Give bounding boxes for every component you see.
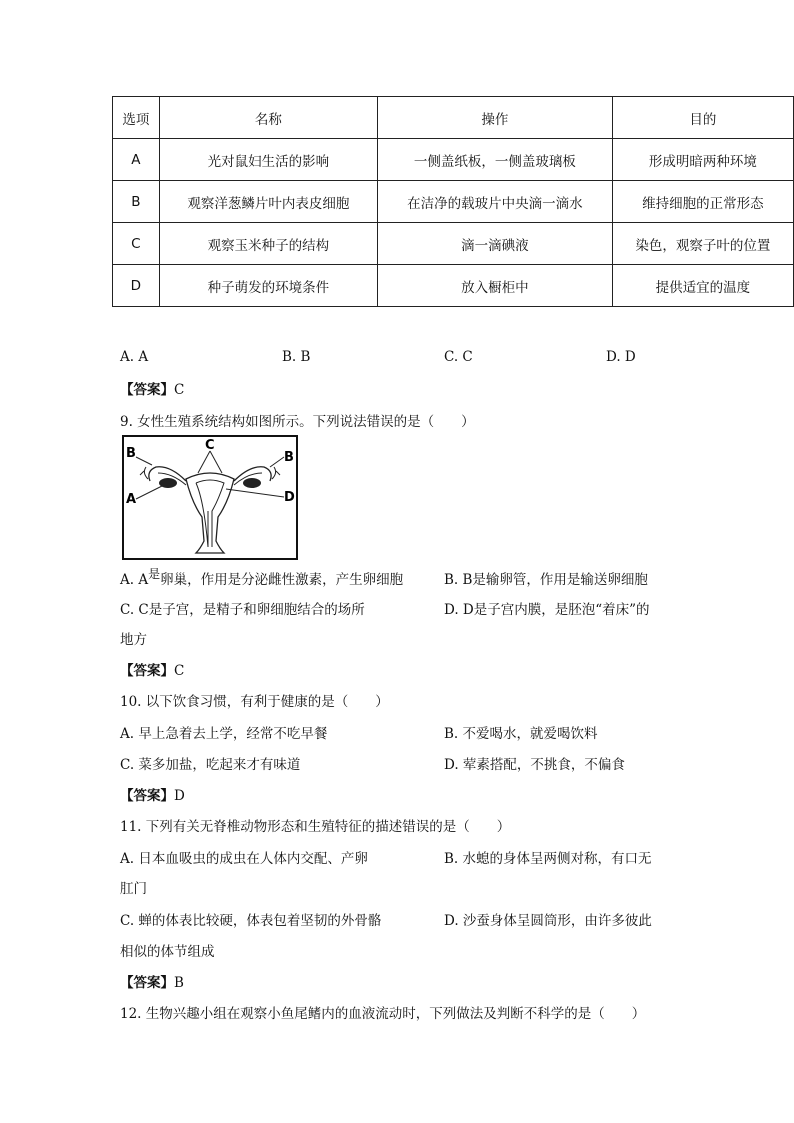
q8-answer: 【答案】C (120, 382, 185, 398)
header-name: 名称 (159, 97, 377, 139)
cell-option: A (113, 139, 160, 181)
uterus-diagram (124, 437, 296, 558)
options-table (112, 96, 794, 307)
cell-purpose: 提供适宜的温度 (612, 265, 793, 307)
q8-choice-b: B. B (282, 349, 311, 365)
cell-operation: 在洁净的载玻片中央滴一滴水 (378, 181, 613, 223)
q10-choice-b: B. 不爱喝水，就爱喝饮料 (444, 726, 598, 742)
q11-answer: 【答案】B (120, 975, 184, 991)
cell-name: 观察洋葱鳞片叶内表皮细胞 (159, 181, 377, 223)
q9-answer: 【答案】C (120, 663, 185, 679)
q11-stem: 11. 下列有关无脊椎动物形态和生殖特征的描述错误的是（ ） (120, 819, 511, 835)
q11-choice-c: C. 蝉的体表比较硬，体表包着坚韧的外骨骼 (120, 913, 382, 929)
q9-stem: 9. 女性生殖系统结构如图所示。下列说法错误的是（ ） (120, 414, 475, 430)
header-option: 选项 (113, 97, 160, 139)
q9-choice-d-cont: 地方 (120, 632, 147, 648)
q11-choice-b-cont: 肛门 (120, 881, 147, 897)
cell-purpose: 染色，观察子叶的位置 (612, 223, 793, 265)
cell-option: C (113, 223, 160, 265)
cell-name: 种子萌发的环境条件 (159, 265, 377, 307)
q9-choice-b: B. B是输卵管，作用是输送卵细胞 (444, 572, 648, 588)
q9-choice-c: C. C是子宫，是精子和卵细胞结合的场所 (120, 602, 365, 618)
q11-choice-d: D. 沙蚕身体呈圆筒形，由许多彼此 (444, 913, 652, 929)
cell-name: 观察玉米种子的结构 (159, 223, 377, 265)
cell-name: 光对鼠妇生活的影响 (159, 139, 377, 181)
label-d: D (284, 490, 295, 505)
cell-purpose: 形成明暗两种环境 (612, 139, 793, 181)
label-b-right: B (284, 450, 294, 465)
q8-choice-a: A. A (120, 349, 149, 365)
q10-choice-a: A. 早上急着去上学，经常不吃早餐 (120, 726, 328, 742)
q11-choice-b: B. 水螅的身体呈两侧对称，有口无 (444, 851, 652, 867)
table-row (113, 181, 794, 223)
q9-choice-a: A. A是卵巢，作用是分泌雌性激素，产生卵细胞 (120, 567, 404, 588)
q10-choice-c: C. 菜多加盐，吃起来才有味道 (120, 757, 301, 773)
cell-operation: 放入橱柜中 (378, 265, 613, 307)
q10-answer: 【答案】D (120, 788, 185, 804)
cell-option: B (113, 181, 160, 223)
reproductive-system-figure (122, 435, 298, 560)
table-row (113, 265, 794, 307)
q9-choice-d: D. D是子宫内膜，是胚泡“着床”的 (444, 602, 650, 618)
q10-stem: 10. 以下饮食习惯，有利于健康的是（ ） (120, 694, 389, 710)
q8-choice-d: D. D (606, 349, 636, 365)
cell-option: D (113, 265, 160, 307)
header-purpose: 目的 (612, 97, 793, 139)
q8-choice-c: C. C (444, 349, 473, 365)
table-row (113, 223, 794, 265)
q11-choice-a: A. 日本血吸虫的成虫在人体内交配、产卵 (120, 851, 368, 867)
label-c: C (205, 438, 215, 453)
q12-stem: 12. 生物兴趣小组在观察小鱼尾鳍内的血液流动时，下列做法及判断不科学的是（ ） (120, 1006, 646, 1022)
header-operation: 操作 (378, 97, 613, 139)
table-row (113, 139, 794, 181)
table-clip (0, 90, 794, 320)
table-header-row (113, 97, 794, 139)
cell-purpose: 维持细胞的正常形态 (612, 181, 793, 223)
label-b-left: B (126, 446, 136, 461)
cell-operation: 滴一滴碘液 (378, 223, 613, 265)
q11-choice-d-cont: 相似的体节组成 (120, 944, 215, 960)
q10-choice-d: D. 荤素搭配，不挑食，不偏食 (444, 757, 625, 773)
cell-operation: 一侧盖纸板，一侧盖玻璃板 (378, 139, 613, 181)
label-a: A (126, 492, 137, 507)
